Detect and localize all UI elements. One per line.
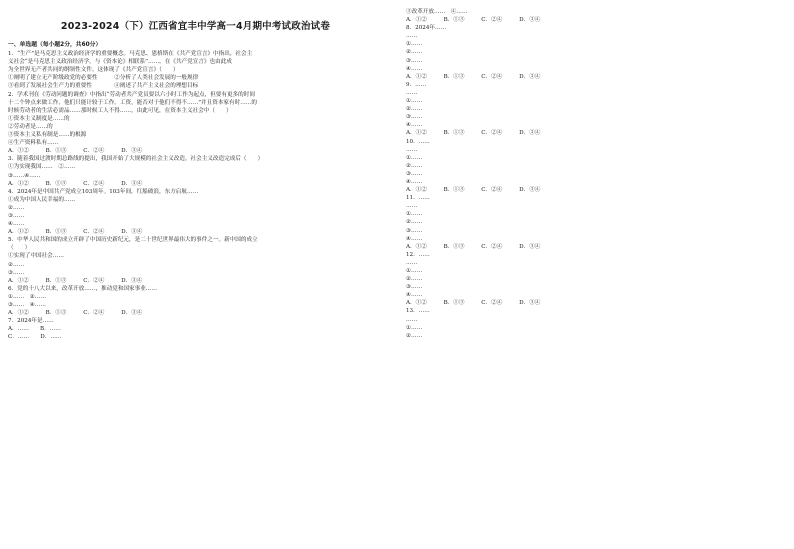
left-line: A．①② B．①③ C．②④ D．③④ — [8, 180, 143, 187]
left-line: ①为实现我国…… ②…… — [8, 164, 76, 171]
left-line: ④…… — [8, 221, 25, 228]
right-line: …… — [406, 203, 418, 210]
left-line: ③……④…… — [8, 172, 41, 179]
right-line: ③…… — [406, 114, 423, 121]
right-line: ③…… — [406, 284, 423, 291]
left-column — [8, 40, 383, 540]
right-line: ③改革开放…… ④…… — [406, 9, 468, 15]
left-line: ②…… — [8, 261, 25, 268]
right-line: ④…… — [406, 65, 423, 72]
right-line: A．①② B．①③ C．②④ D．③④ — [406, 73, 541, 80]
right-line: A．①② B．①③ C．②④ D．③④ — [406, 130, 541, 137]
left-line: C．…… D．…… — [8, 334, 62, 341]
right-text — [406, 8, 781, 340]
left-text — [8, 50, 383, 341]
left-line: 十二个钟点来做工作，他们只能计较于工作。工资，能否对于他们不得不……”并且资本家有时……的 — [8, 99, 257, 106]
left-line: ①成为中国人民幸福的…… — [8, 196, 76, 203]
left-line: ③…… — [8, 269, 25, 276]
right-line: A．①② B．①③ C．②④ D．③④ — [406, 17, 541, 24]
right-line: ①…… — [406, 268, 423, 274]
left-line: ④生产资料私有…… — [8, 140, 59, 147]
right-line: ④…… — [406, 178, 423, 185]
right-line: ②…… — [406, 162, 423, 169]
right-line: 11．…… — [406, 195, 430, 202]
left-line: 2．学术刊在《劳动问题的调查》中指出“劳动者共产党员要以六小时工作为起点，但要有更多的时间 — [8, 91, 255, 98]
right-line: ②…… — [406, 219, 423, 226]
right-line: ③…… — [406, 170, 423, 177]
right-line: ④…… — [406, 235, 423, 242]
left-line: ①…… ②…… — [8, 293, 46, 300]
right-line: ①…… — [406, 154, 423, 161]
right-line: …… — [406, 89, 418, 96]
right-line: ②…… — [406, 49, 423, 56]
left-line: ②…… — [8, 204, 25, 211]
left-line: 6．党的十八大以来，改革开放……，推动党和国家事业…… — [8, 285, 157, 292]
right-line: ①…… — [406, 41, 423, 48]
left-line: ①资本主义制度是……的 — [8, 115, 70, 122]
right-line: 10．…… — [406, 138, 430, 145]
right-line: ④…… — [406, 122, 423, 129]
right-line: 12．…… — [406, 251, 430, 258]
right-line: ①…… — [406, 211, 423, 218]
left-line: ③…… — [8, 212, 25, 219]
right-column — [406, 8, 781, 546]
left-line: 义社会“是马克思主义政治经济学，与《资本论》相联系”……。在《共产党宣言》也由此成 — [8, 59, 232, 66]
right-line: A．①② B．①③ C．②④ D．③④ — [406, 187, 541, 194]
left-line: 1．“生产”是马克思主义政治经济学的重要概念。马克思、恩格斯在《共产党宣言》中指出，社会主 — [8, 51, 253, 58]
right-line: …… — [406, 316, 418, 323]
right-line: ③…… — [406, 227, 423, 234]
right-line: ④…… — [406, 292, 423, 299]
left-line: ③看到了发展社会生产力的重要性 ④阐述了共产主义社会的理想目标 — [8, 83, 199, 90]
left-line: A．①② B．①③ C．②④ D．③④ — [8, 310, 143, 317]
left-line: A．①② B．①③ C．②④ D．③④ — [8, 277, 143, 284]
right-line: A．①② B．①③ C．②④ D．③④ — [406, 300, 541, 307]
left-line: ①实现了中国社会…… — [8, 253, 64, 260]
right-line: ①…… — [406, 98, 423, 105]
right-line: A．①② B．①③ C．②④ D．③④ — [406, 243, 541, 250]
left-line: A．①② B．①③ C．②④ D．③④ — [8, 229, 143, 236]
left-line: A．①② B．①③ C．②④ D．③④ — [8, 148, 143, 155]
right-line: 13．…… — [406, 308, 430, 315]
right-line: …… — [406, 146, 418, 153]
right-line: ②…… — [406, 106, 423, 113]
right-line: …… — [406, 33, 418, 40]
left-line: ①阐明了建立无产阶级政党的必要性 ②分析了人类社会发展的一般规律 — [8, 75, 199, 82]
left-line: ②劳动者是……的 — [8, 123, 53, 130]
left-line: 7．2024年是…… — [8, 318, 54, 325]
left-line: 4．2024年是中国共产党成立103周年。103年间，红船破浪，东方启航…… — [8, 188, 199, 195]
right-line: ③…… — [406, 57, 423, 64]
left-line: 3．随着我国过渡时期总路线的提出，我国开始了大规模的社会主义改造。社会主义改造完成后（ ） — [8, 156, 264, 163]
left-line: ③资本主义私有制是……的根源 — [8, 132, 87, 139]
left-line: A．…… B．…… — [8, 326, 61, 333]
left-line: ③…… ④…… — [8, 302, 46, 308]
right-line: ②…… — [406, 332, 423, 339]
exam-title: 2023-2024（下）江西省宜丰中学高一4月期中考试政治试卷 — [60, 21, 331, 32]
left-line: （ ） — [8, 245, 31, 252]
right-line: 9．…… — [406, 81, 427, 88]
right-line: …… — [406, 259, 418, 266]
left-line: 为全世界无产者共同的纲领性文件。这体现了《共产党宣言》（ ） — [8, 67, 179, 74]
left-line: 时候劳动者的生活必需品……那时候工人不得……，由此可见，在资本主义社会中（ ） — [8, 107, 232, 114]
right-line: ②…… — [406, 276, 423, 283]
left-line: 5．中华人民共和国的成立开辟了中国历史新纪元，是二十世纪世界最伟大的事件之一。新中国的成立 — [8, 237, 258, 244]
right-line: 8．2024年…… — [406, 25, 447, 32]
section-heading: 一、单选题（每小题2分，共60分） — [8, 42, 102, 48]
right-line: ①…… — [406, 324, 423, 331]
